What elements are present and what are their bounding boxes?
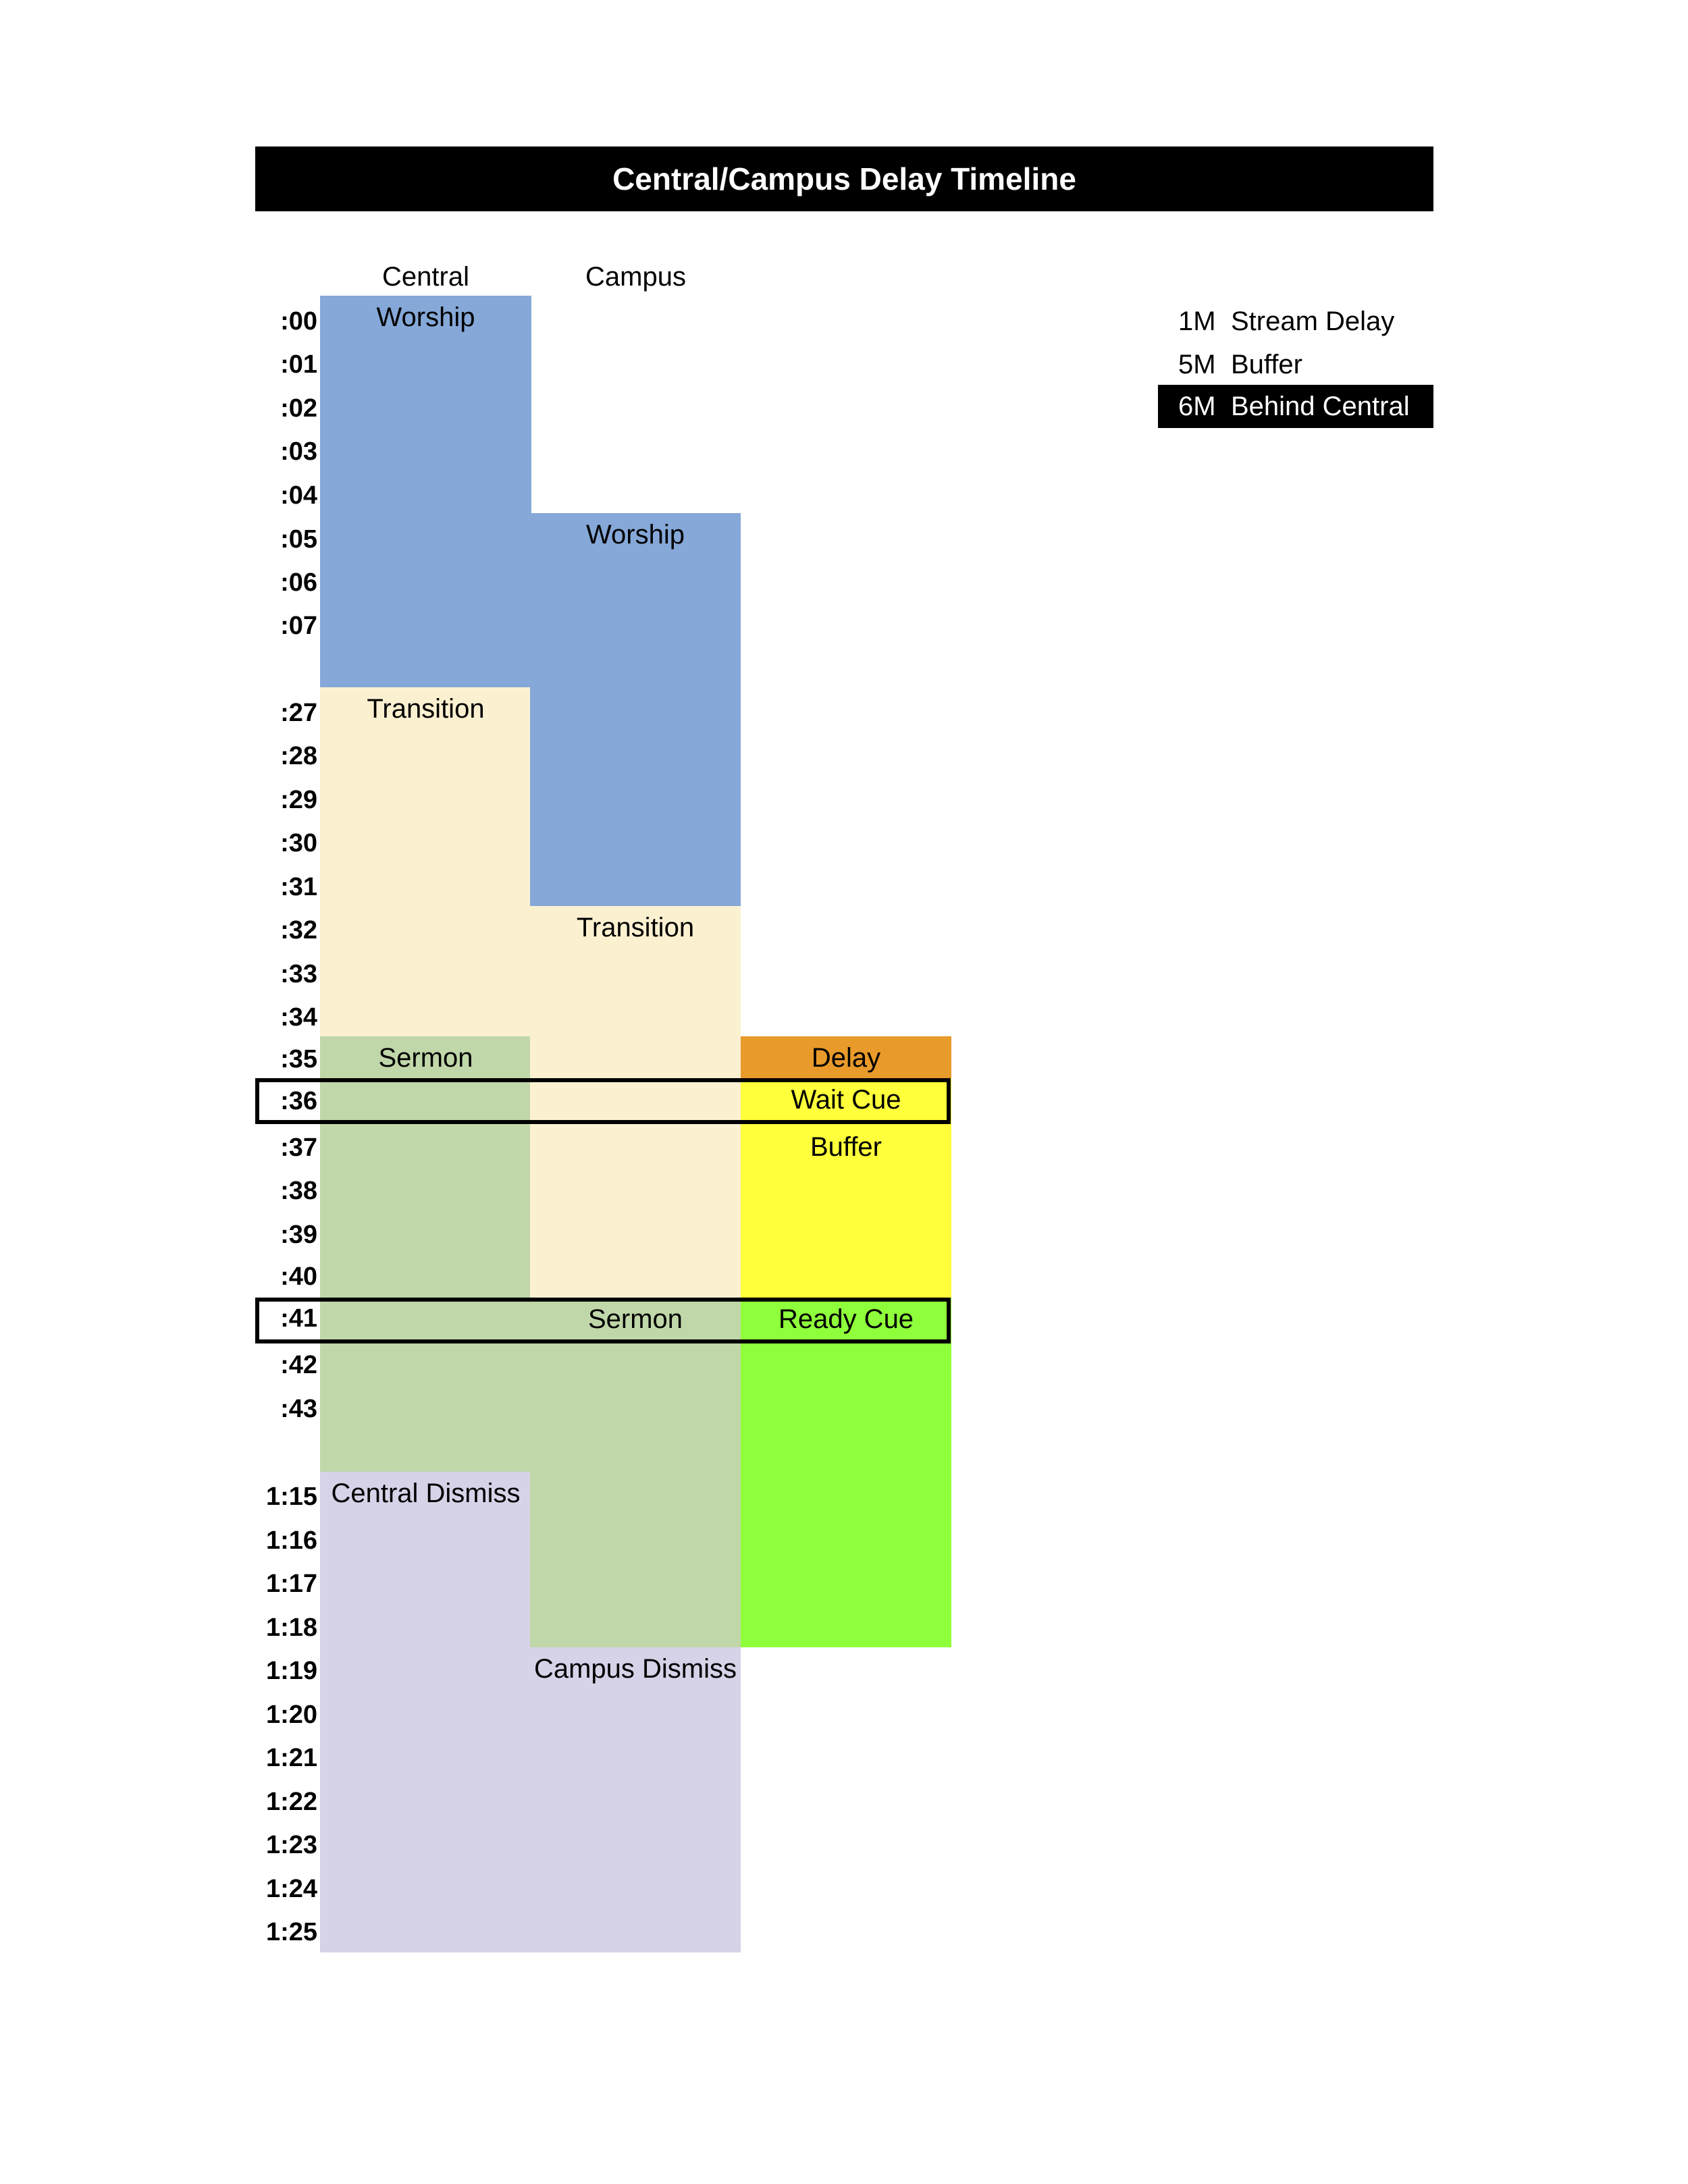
buffer-label: Buffer (810, 1132, 882, 1162)
time-label: :38 (280, 1177, 317, 1205)
campus-dismiss-label: Campus Dismiss (533, 1654, 737, 1684)
campus-dismiss-block (530, 1647, 741, 1952)
time-label: :05 (280, 525, 317, 554)
time-label: :36 (280, 1087, 317, 1115)
wait-cue-label: Wait Cue (791, 1085, 901, 1115)
time-label: :37 (280, 1134, 317, 1162)
time-label: 1:16 (265, 1526, 317, 1555)
wait-cue-highlight-box (255, 1078, 951, 1124)
time-label: 1:25 (265, 1918, 317, 1946)
time-label: 1:23 (265, 1831, 317, 1859)
delay-block (741, 1036, 951, 1078)
time-label: 1:17 (265, 1570, 317, 1598)
legend-row-stream-delay (1158, 300, 1433, 343)
central-transition-block (320, 687, 531, 1036)
column-header-central: Central (382, 262, 469, 292)
central-sermon-label: Sermon (378, 1043, 473, 1073)
time-label: 1:20 (265, 1701, 317, 1729)
time-label: :41 (280, 1304, 317, 1333)
time-label: :30 (280, 829, 317, 857)
legend-value: 5M (1178, 350, 1216, 379)
ready-block (741, 1298, 951, 1647)
campus-worship-block (530, 513, 741, 906)
central-dismiss-block (320, 1472, 531, 1952)
campus-worship-label: Worship (586, 520, 685, 550)
central-dismiss-label: Central Dismiss (331, 1479, 521, 1508)
central-worship-block (320, 296, 531, 687)
time-label: :01 (280, 350, 317, 379)
time-label: :29 (280, 786, 317, 814)
legend-value: 6M (1178, 392, 1216, 421)
campus-sermon-label: Sermon (587, 1304, 683, 1334)
column-header-campus: Campus (585, 262, 686, 292)
legend-text: Stream Delay (1231, 307, 1395, 336)
time-label: 1:18 (265, 1614, 317, 1642)
time-label: 1:19 (265, 1657, 317, 1685)
time-label: :43 (280, 1395, 317, 1423)
time-label: :03 (280, 437, 317, 466)
time-label: :35 (280, 1045, 317, 1073)
page-title: Central/Campus Delay Timeline (255, 147, 1433, 211)
time-label: :42 (280, 1351, 317, 1379)
time-label: :31 (280, 873, 317, 901)
time-label: :27 (280, 699, 317, 727)
legend-text: Behind Central (1231, 392, 1410, 421)
central-transition-label: Transition (367, 694, 485, 724)
time-label: :00 (280, 307, 317, 336)
ready-cue-label: Ready Cue (778, 1304, 914, 1334)
time-label: :06 (280, 568, 317, 597)
campus-sermon-block (530, 1298, 741, 1647)
legend-text: Buffer (1231, 350, 1302, 379)
central-worship-label: Worship (376, 302, 475, 332)
time-label: :02 (280, 394, 317, 423)
time-label: :07 (280, 612, 317, 640)
time-label: :34 (280, 1003, 317, 1032)
time-label: :33 (280, 960, 317, 988)
delay-label: Delay (811, 1043, 881, 1073)
time-label: 1:15 (265, 1483, 317, 1511)
time-label: :32 (280, 916, 317, 944)
time-label: :04 (280, 481, 317, 510)
ready-cue-highlight-box (255, 1298, 951, 1343)
legend-row-buffer (1158, 343, 1433, 386)
time-label: :39 (280, 1221, 317, 1249)
campus-transition-label: Transition (576, 913, 695, 942)
legend-value: 1M (1178, 307, 1216, 336)
time-label: 1:24 (265, 1875, 317, 1903)
time-label: :28 (280, 742, 317, 770)
time-label: :40 (280, 1262, 317, 1291)
legend-row-behind-central (1158, 385, 1433, 428)
time-label: 1:22 (265, 1788, 317, 1816)
time-label: 1:21 (265, 1744, 317, 1772)
